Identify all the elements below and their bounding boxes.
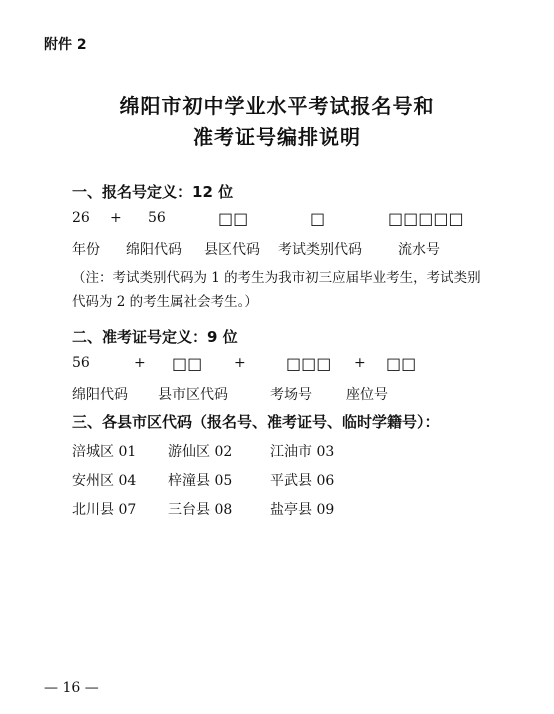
county-code-item: 游仙区 02 bbox=[168, 444, 233, 460]
county-code-item: 安州区 04 bbox=[72, 473, 137, 489]
reg-format-plus: + bbox=[110, 210, 122, 226]
section3-heading: 三、各县市区代码（报名号、准考证号、临时学籍号）： bbox=[72, 413, 440, 431]
section1-heading: 一、报名号定义：12 位 bbox=[72, 183, 234, 201]
admit-label-county: 县市区代码 bbox=[158, 387, 228, 403]
reg-label-county: 县区代码 bbox=[204, 242, 260, 258]
admit-format-seat-boxes: □□ bbox=[386, 354, 417, 373]
county-code-item: 平武县 06 bbox=[270, 473, 335, 489]
reg-format-category-box: □ bbox=[310, 209, 326, 228]
admit-format-county-boxes: □□ bbox=[172, 354, 203, 373]
county-code-item: 三台县 08 bbox=[168, 502, 233, 518]
reg-format-city: 56 bbox=[148, 210, 166, 226]
document-title-line2: 准考证号编排说明 bbox=[193, 125, 361, 149]
county-code-item: 北川县 07 bbox=[72, 502, 137, 518]
county-code-item: 涪城区 01 bbox=[72, 444, 137, 460]
admit-label-room: 考场号 bbox=[270, 387, 312, 403]
reg-format-county-boxes: □□ bbox=[218, 209, 249, 228]
reg-label-category: 考试类别代码 bbox=[278, 242, 362, 258]
page-number: — 16 — bbox=[44, 680, 99, 696]
reg-label-serial: 流水号 bbox=[398, 242, 440, 258]
admit-format-plus1: + bbox=[134, 355, 146, 371]
admit-label-seat: 座位号 bbox=[346, 387, 388, 403]
admit-format-room-boxes: □□□ bbox=[286, 354, 332, 373]
county-code-item: 梓潼县 05 bbox=[168, 473, 233, 489]
category-code-note: （注：考试类别代码为 1 的考生为我市初三应届毕业考生，考试类别代码为 2 的考生属社会考生。） bbox=[72, 270, 481, 310]
reg-format-serial-boxes: □□□□□ bbox=[388, 209, 464, 228]
county-code-item: 盐亭县 09 bbox=[270, 502, 335, 518]
reg-label-year: 年份 bbox=[72, 242, 100, 258]
reg-label-city: 绵阳代码 bbox=[126, 242, 182, 258]
admit-format-plus3: + bbox=[354, 355, 366, 371]
admit-label-city: 绵阳代码 bbox=[72, 387, 128, 403]
section2-heading: 二、准考证号定义：9 位 bbox=[72, 328, 238, 346]
admit-format-city: 56 bbox=[72, 355, 90, 371]
attachment-label: 附件 2 bbox=[44, 37, 87, 53]
reg-format-year: 26 bbox=[72, 210, 90, 226]
admit-format-plus2: + bbox=[234, 355, 246, 371]
county-code-item: 江油市 03 bbox=[270, 444, 335, 460]
document-title-line1: 绵阳市初中学业水平考试报名号和 bbox=[119, 94, 435, 118]
